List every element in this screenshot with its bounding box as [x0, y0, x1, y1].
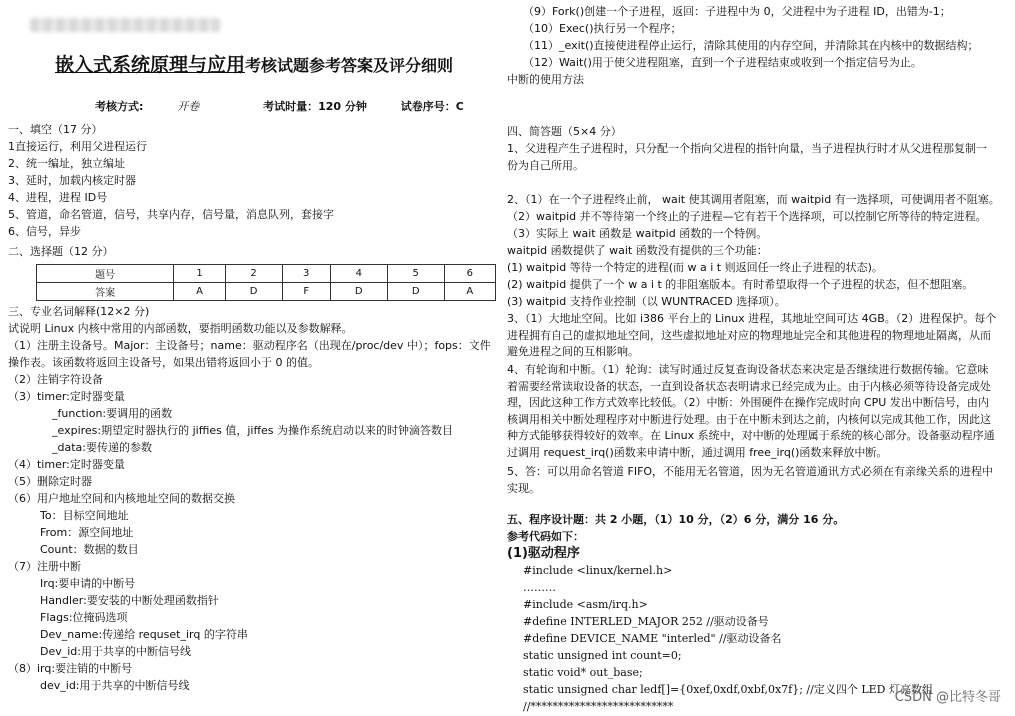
code-line: //************************** [523, 700, 674, 713]
code-line: ……… [523, 581, 556, 594]
code-line: static unsigned char ledf[]={0xef,0xdf,0xbf,0x7f}; //定义四个 LED 灯亮数组 [523, 683, 933, 696]
code-line: #include <linux/kernel.h> [523, 564, 673, 577]
term-11: （11）_exit()直接使进程停止运行，清除其使用的内存空间，并清除其在内核中的数据结构； [523, 39, 979, 52]
answer-3: 3、（1）大地址空间。比如 i386 平台上的 Linux 进程，其地址空间可达 4GB。（2）进程保护。每个进程拥有自己的虚拟地址空间，这些虚拟地址对应的物理地址完全和其他进程的物理地址隔离，从而避免进程之间的互相影响。 [507, 312, 997, 359]
term-7-flags: Flags:位掩码选项 [40, 611, 128, 624]
section-5-title: 五、程序设计题：共 2 小题，（1）10 分，（2）6 分，满分 16 分。 [507, 513, 845, 526]
table-cell: A [174, 283, 225, 301]
title-main: 嵌入式系统原理与应用 [55, 54, 246, 76]
exam-meta [95, 98, 494, 114]
term-10: （10）Exec()执行另一个程序； [523, 22, 682, 35]
section-2-title: 二、选择题（12 分） [8, 245, 114, 258]
exam-mode: 考核方式: 开卷 [95, 100, 200, 113]
answer-2-line-7: (3) waitpid 支持作业控制（以 WUNTRACED 选择项）。 [507, 295, 786, 308]
answer-1: 1、父进程产生子进程时，只分配一个指向父进程的指针向量，当子进程执行时才从父进程那复制一份为自己所用。 [507, 142, 987, 172]
term-7-irq: Irq:要申请的中断号 [40, 577, 136, 590]
blurred-header [30, 18, 220, 32]
term-12: （12）Wait()用于使父进程阻塞，直到一个子进程结束或收到一个指定信号为止。 [523, 56, 922, 69]
fill-answer-4: 4、进程，进程 ID号 [8, 191, 108, 204]
term-3: （3）timer:定时器变量 [8, 390, 125, 403]
table-row [37, 283, 496, 301]
answer-2-line-5: (1) waitpid 等待一个特定的进程(而 w a i t 则返回任一终止子进程的状态)。 [507, 261, 883, 274]
table-cell: A [444, 283, 495, 301]
term-7-devid: Dev_id:用于共享的中断信号线 [40, 645, 191, 658]
answer-2-line-1: 2、（1）在一个子进程终止前， wait 使其调用者阻塞，而 waitpid 有一选择项，可使调用者不阻塞。 [507, 193, 1000, 206]
section-4-title: 四、简答题（5×4 分） [507, 125, 622, 138]
term-3-function: _function:要调用的函数 [52, 407, 173, 420]
table-cell: 4 [330, 265, 387, 283]
code-line: #include <asm/irq.h> [523, 598, 648, 611]
choice-answer-table [36, 264, 496, 301]
term-4: （4）timer:定时器变量 [8, 458, 125, 471]
term-8-devid: dev_id:用于共享的中断信号线 [40, 679, 190, 692]
answer-2-line-2: （2）waitpid 并不等待第一个终止的子进程—它有若干个选择项，可以控制它所等待的特定进程。 [507, 210, 987, 223]
reference-code-label: 参考代码如下： [507, 530, 584, 543]
term-6-count: Count：数据的数目 [40, 543, 139, 556]
term-3-data: _data:要传递的参数 [52, 441, 152, 454]
term-intro: 试说明 Linux 内核中常用的内部函数，要指明函数功能以及参数解释。 [8, 322, 353, 335]
answer-2-line-4: waitpid 函数提供了 wait 函数没有提供的三个功能： [507, 244, 768, 257]
fill-answer-1: 1直接运行，利用父进程运行 [8, 140, 147, 153]
document-title [55, 50, 495, 77]
term-2: （2）注销字符设备 [8, 373, 103, 386]
section-3-title: 三、专业名词解释(12×2 分) [8, 305, 150, 318]
table-cell: 1 [174, 265, 225, 283]
answer-5: 5、答：可以用命名管道 FIFO，不能用无名管道，因为无名管道通讯方式必须在有亲缘关系的进程中实现。 [507, 465, 994, 495]
table-row [37, 265, 496, 283]
table-header-cell: 答案 [37, 283, 174, 301]
table-cell: 6 [444, 265, 495, 283]
csdn-watermark: CSDN @比特冬哥 [894, 690, 1001, 705]
answer-4: 4、有轮询和中断。（1）轮询：读写时通过反复查询设备状态来决定是否继续进行数据传输。它意味着需要经常读取设备的状态，一直到设备状态表明请求已经完成为止。由于内核必须等待设备完成处理，因此这种工作方式效率比较低。（2）中断：外围硬件在操作完成时向 CPU 发出中断信号，由内核调用相关中断处理程序对中断进行处理。由于在中断未到达之前，内核何以完成其他工作，因此这种方式能够获得较好的效率。在 Linux 系统中，对中断的处理属于系统的核心部分。设备驱动程序通过调用 request_irq()函数来申请中断，通过调用 free_irq()函数来释放中断。 [507, 363, 995, 459]
table-cell: 2 [225, 265, 282, 283]
code-line: #define DEVICE_NAME "interled" //驱动设备名 [523, 632, 782, 645]
term-6: （6）用户地址空间和内核地址空间的数据交换 [8, 492, 235, 505]
code-line: static unsigned int count=0; [523, 649, 682, 662]
fill-answer-5: 5、管道，命名管道，信号，共享内存，信号量，消息队列，套接字 [8, 208, 334, 221]
table-cell: D [330, 283, 387, 301]
table-cell: 5 [387, 265, 444, 283]
code-line: static void* out_base; [523, 666, 643, 679]
term-6-to: To：目标空间地址 [40, 509, 129, 522]
term-8: （8）irq:要注销的中断号 [8, 662, 133, 675]
fill-answer-6: 6、信号，异步 [8, 225, 81, 238]
table-cell: D [387, 283, 444, 301]
fill-answer-3: 3、延时，加载内核定时器 [8, 174, 136, 187]
code-line: #define INTERLED_MAJOR 252 //驱动设备号 [523, 615, 769, 628]
table-cell: D [225, 283, 282, 301]
term-7-devname: Dev_name:传递给 requset_irq 的字符串 [40, 628, 248, 641]
term-1: （1）注册主设备号。Major：主设备号；name：驱动程序名（出现在/proc/dev 中）；fops：文件操作表。该函数将返回主设备号，如果出错将返回小于 0 的值。 [8, 339, 491, 369]
term-3-expires: _expires:期望定时器执行的 jiffies 值，jiffes 为操作系统启动以来的时钟滴答数目 [52, 424, 454, 437]
term-9: （9）Fork()创建一个子进程，返回：子进程中为 0，父进程中为子进程 ID，出错为-1； [523, 5, 951, 18]
driver-title: (1)驱动程序 [507, 546, 580, 561]
term-7-handler: Handler:要安装的中断处理函数指针 [40, 594, 219, 607]
answer-2-line-3: （3）实际上 wait 函数是 waitpid 函数的一个特例。 [507, 227, 768, 240]
term-5: （5）删除定时器 [8, 475, 92, 488]
title-sub: 考核试题参考答案及评分细则 [245, 56, 454, 75]
exam-paper-number: 试卷序号：C [400, 100, 464, 113]
term-6-from: From：源空间地址 [40, 526, 134, 539]
table-header-cell: 题号 [37, 265, 174, 283]
exam-time: 考试时量：120 分钟 [263, 100, 367, 113]
answer-2-line-6: (2) waitpid 提供了一个 w a i t 的非阻塞版本。有时希望取得一个子进程的状态，但不想阻塞。 [507, 278, 974, 291]
interrupt-usage: 中断的使用方法 [507, 73, 584, 86]
section-1-title: 一、填空（17 分） [8, 123, 103, 136]
fill-answer-2: 2、统一编址，独立编址 [8, 157, 125, 170]
term-7: （7）注册中断 [8, 560, 81, 573]
table-cell: 3 [282, 265, 330, 283]
table-cell: F [282, 283, 330, 301]
